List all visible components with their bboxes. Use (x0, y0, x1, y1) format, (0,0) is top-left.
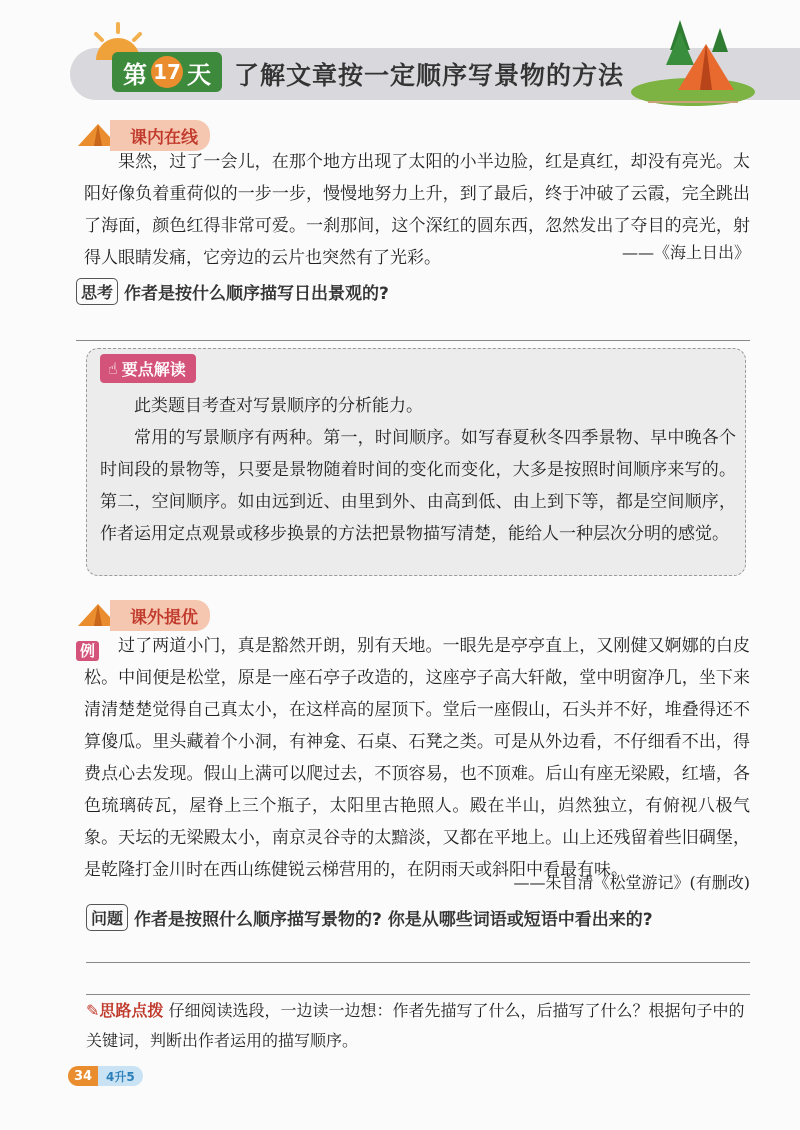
keypoints-tag (100, 354, 196, 383)
section-in-class-label: 课内在线 (110, 120, 210, 151)
question-tag: 思考 (76, 278, 118, 305)
answer-line[interactable] (86, 962, 750, 963)
passage-songtang-source: ——朱自清《松堂游记》(有删改) (513, 873, 750, 892)
hint-text: 仔细阅读选段，一边读一边想：作者先描写了什么，后描写了什么？根据句子中的关键词，判断出作者运用的描写顺序。 (86, 1001, 745, 1050)
keypoints-paragraph-2: 常用的写景顺序有两种。第一，时间顺序。如写春夏秋冬四季景物、早中晚各个时间段的景物等，只要是景物随着时间的变化而变化，大多是按照时间顺序来写的。第二，空间顺序。如由远到近、由里到外、由高到低、由上到下等，都是空间顺序，作者运用定点观景或移步换景的方法把景物描写清楚，能给人一种层次分明的感觉。 (100, 428, 736, 544)
example-tag: 例 (76, 641, 99, 661)
passage-sunrise-source: ——《海上日出》 (621, 243, 750, 262)
day-number: 17 (151, 56, 183, 88)
passage-sunrise: 果然，过了一会儿，在那个地方出现了太阳的小半边脸，红是真红，却没有亮光。太阳好像负着重荷似的一步一步，慢慢地努力上升，到了最后，终于冲破了云霞，完全跳出了海面，颜色红得非常可爱。一刹那间，这个深红的圆东西，忽然发出了夺目的亮光，射得人眼睛发痛，它旁边的云片也突然有了光彩。 (84, 152, 750, 268)
day-prefix: 第 (123, 60, 147, 89)
answer-line[interactable] (76, 340, 750, 341)
keypoints-label: 要点解读 (121, 360, 186, 379)
section-extra-label: 课外提优 (110, 600, 210, 631)
question-row-2 (86, 904, 653, 931)
question-text: 作者是按什么顺序描写日出景观的? (124, 284, 389, 304)
question-text: 作者是按照什么顺序描写景物的? 你是从哪些词语或短语中看出来的? (134, 910, 653, 930)
question-row-1 (76, 278, 389, 305)
tent-illustration (628, 10, 758, 110)
keypoints-paragraph-1: 此类题目考查对写景顺序的分析能力。 (134, 396, 423, 416)
hint-label: 思路点拨 (99, 1001, 164, 1020)
answer-line[interactable] (86, 994, 750, 995)
day-suffix: 天 (187, 60, 211, 89)
question-tag: 问题 (86, 904, 128, 931)
grade-tag: 4升5 (98, 1066, 143, 1086)
page-number: 34 (68, 1066, 98, 1086)
lightbulb-icon: ✎ (86, 1001, 100, 1020)
hint-box (86, 996, 750, 1056)
day-badge (112, 52, 222, 92)
passage-songtang: 过了两道小门，真是豁然开朗，别有天地。一眼先是亭亭直上，又刚健又婀娜的白皮松。中间便是松堂，原是一座石亭子改造的，这座亭子高大轩敞，堂中明窗净几，坐下来清清楚楚觉得自己真太小，在这样高的屋顶下。堂后一座假山，石头并不好，堆叠得还不算傻瓜。里头藏着个小洞，有神龛、石桌、石凳之类。可是从外边看，不仔细看不出，得费点心去发现。假山上满可以爬过去，不顶容易，也不顶难。后山有座无梁殿，红墙，各色琉璃砖瓦，屋脊上三个瓶子，太阳里古艳照人。殿在半山，岿然独立，有俯视八极气象。天坛的无梁殿太小，南京灵谷寺的太黯淡，又都在平地上。山上还残留着些旧碉堡，是乾隆打金川时在西山练健锐云梯营用的，在阴雨天或斜阳中看最有味。 (84, 636, 750, 880)
section-extra-header (76, 600, 210, 630)
pointing-hand-icon: ☝ (108, 359, 118, 378)
page-title: 了解文章按一定顺序写景物的方法 (234, 61, 625, 90)
